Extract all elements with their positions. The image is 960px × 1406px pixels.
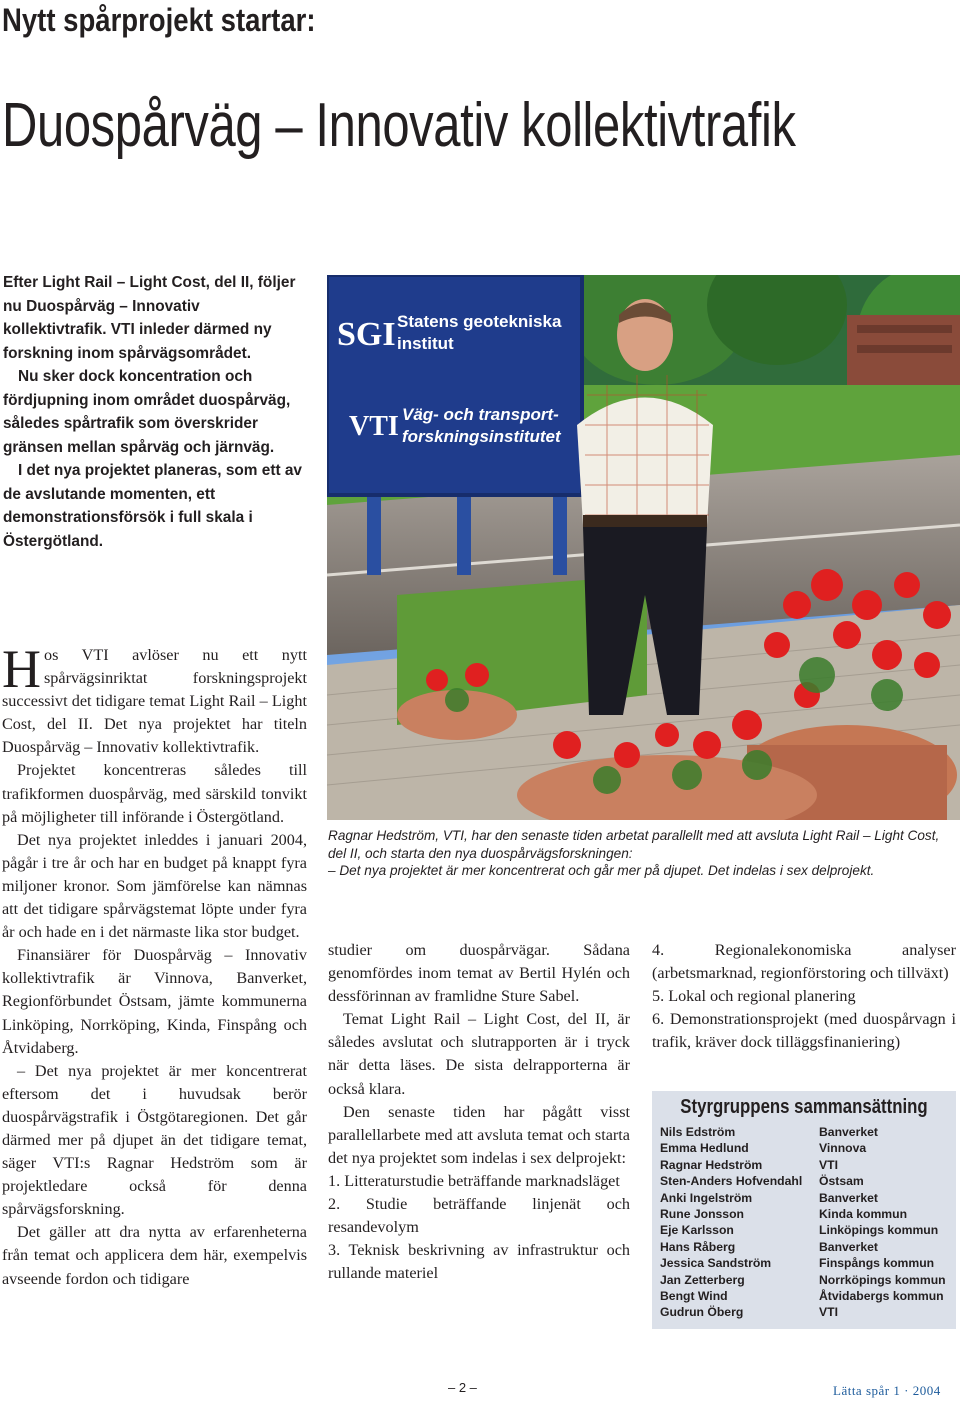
sign-text-4: forskningsinstitutet: [402, 427, 561, 446]
table-row: [660, 1239, 946, 1255]
table-row: [660, 1206, 946, 1222]
sign-vti-text: VTI: [349, 411, 399, 442]
member-organization: Norrköpings kommun: [819, 1272, 946, 1287]
body-paragraph: Det gäller att dra nytta av erfarenheterna från temat och applicera dem här, exempelvis avseende fordon och tidigare: [2, 1223, 307, 1288]
lead-p2: Nu sker dock koncentration och fördjupning inom området duospårväg, således spårtrafik som överskrider gränsen mellan spårväg och järnväg.: [3, 368, 291, 456]
list-item: 1. Litteraturstudie beträffande marknadsläget: [328, 1171, 620, 1190]
caption-line-2: – Det nya projektet är mer koncentrerat och går mer på djupet. Det indelas i sex delprojekt.: [328, 863, 875, 878]
page-number: – 2 –: [448, 1380, 477, 1395]
sign-text-1: Statens geotekniska: [397, 312, 562, 331]
list-item: 2. Studie beträffande linjenät och resandevolym: [328, 1195, 630, 1237]
member-organization: Banverket: [819, 1239, 878, 1254]
body-paragraph: Finansiärer för Duospårväg – Innovativ kollektivtrafik är Vinnova, Banverket, Regionförbundet Östsam, jämte kommunerna Linköping, Norrköping, Kinda, Finspång och Åtvidaberg.: [2, 946, 307, 1057]
table-row: [660, 1222, 946, 1238]
body-paragraph: studier om duospårvägar. Sådana genomfördes inom temat av Bertil Hylén och dessförinnan av framlidne Sture Sabel.: [328, 941, 630, 1006]
table-row: [660, 1140, 946, 1156]
lead-p3: I det nya projektet planeras, som ett av de avslutande momenten, ett demonstrationsförsök i full skala i Östergötland.: [3, 462, 302, 550]
member-organization: VTI: [819, 1305, 838, 1320]
body-paragraph: Den senaste tiden har pågått visst parallellarbete med att avsluta temat och starta det nya projektet som indelas i sex delprojekt:: [328, 1102, 630, 1167]
list-item: 4. Regionalekonomiska analyser (arbetsmarknad, regionförstoring och tillväxt): [652, 941, 956, 983]
photo-illustration: [327, 275, 960, 820]
list-item: 6. Demonstrationsprojekt (med duospårvagn i trafik, kräver dock tilläggsfinaniering): [652, 1010, 956, 1052]
list-item: 3. Teknisk beskrivning av infrastruktur och rullande materiel: [328, 1241, 630, 1283]
member-organization: Åtvidabergs kommun: [819, 1289, 944, 1304]
table-row: [660, 1157, 946, 1173]
member-name: Anki Ingelström: [660, 1190, 753, 1205]
steering-group-title: Styrgruppens sammansättning: [680, 1096, 928, 1118]
sign-text-2: institut: [397, 334, 454, 353]
member-organization: Östsam: [819, 1174, 864, 1189]
body-paragraph: [2, 639, 307, 759]
member-organization: Banverket: [819, 1190, 878, 1205]
sign-sgi-text: SGI: [337, 316, 396, 353]
member-name: Hans Råberg: [660, 1239, 736, 1254]
photo-caption: [328, 827, 958, 880]
member-name: Eje Karlsson: [660, 1223, 734, 1238]
body-paragraph: – Det nya projektet är mer koncentrerat eftersom det i huvudsak berör duospårvägstrafik i Östgötaregionen. Det går därmed mer på djupet än det tidigare temat, säger VTI:s Ragnar Hedström som är projektledare också för denna spårvägsforskning.: [2, 1061, 307, 1219]
list-item: 5. Lokal och regional planering: [652, 987, 856, 1006]
body-column-3: [652, 939, 956, 1054]
publication-footer: Lätta spår 1 · 2004: [833, 1383, 941, 1398]
table-row: [660, 1124, 946, 1140]
article-photo: [327, 275, 960, 820]
member-name: Rune Jonsson: [660, 1207, 744, 1222]
drop-cap: H: [2, 639, 41, 699]
member-name: Emma Hedlund: [660, 1141, 749, 1156]
table-row: [660, 1272, 946, 1288]
member-organization: Linköpings kommun: [819, 1223, 939, 1238]
lead-paragraph: [3, 271, 307, 553]
body-paragraph: Det nya projektet inleddes i januari 2004, pågår i tre år och har en budget på knappt fyra miljoner kronor. Som jämförelse kan nämnas att det tidigare spårvägstemat löpte under fyra år och hade en i det närmaste lika stor budget.: [2, 830, 307, 942]
member-organization: Banverket: [819, 1125, 878, 1139]
sign-text-3: Väg- och transport-: [402, 405, 559, 424]
member-name: Nils Edström: [660, 1125, 736, 1139]
member-name: Sten-Anders Hofvendahl: [660, 1174, 803, 1189]
member-organization: Kinda kommun: [819, 1207, 908, 1222]
body-column-1: [2, 639, 307, 1291]
table-row: [660, 1173, 946, 1189]
body-column-2: [328, 939, 630, 1285]
member-organization: Finspångs kommun: [819, 1256, 935, 1271]
body-paragraph: Temat Light Rail – Light Cost, del II, är således avslutat och slutrapporten är i tryck när detta läses. De sista delrapporterna är också klara.: [328, 1010, 630, 1098]
member-name: Ragnar Hedström: [660, 1157, 763, 1172]
member-name: Jan Zetterberg: [660, 1272, 745, 1287]
page-title: Duospårväg – Innovativ kollektivtrafik: [2, 91, 796, 160]
member-name: Bengt Wind: [660, 1289, 728, 1304]
steering-group-box: [652, 1091, 956, 1329]
table-row: [660, 1304, 946, 1320]
member-name: Gudrun Öberg: [660, 1305, 744, 1320]
table-row: [660, 1288, 946, 1304]
kicker: Nytt spårprojekt startar:: [2, 2, 316, 38]
body-paragraph: Projektet koncentreras således till trafikformen duospårväg, med särskild tonvikt på möjligheter till införande i Östergötland.: [2, 761, 307, 826]
body-text: os VTI avlöser nu ett nytt spårvägsinriktat forskningsprojekt successivt det tidigare temat Light Rail – Light Cost, del II. Det nya projektet har titeln Duospårväg – Innovativ kollektivtrafik.: [2, 646, 307, 757]
member-organization: Vinnova: [819, 1141, 867, 1156]
member-name: Jessica Sandström: [660, 1256, 772, 1271]
table-row: [660, 1190, 946, 1206]
table-row: [660, 1255, 946, 1271]
member-organization: VTI: [819, 1157, 838, 1172]
caption-line-1: Ragnar Hedström, VTI, har den senaste tiden arbetat parallellt med att avsluta Light Rail – Light Cost, del II, och starta den nya duospårvägsforskningen:: [328, 828, 940, 861]
steering-group-table: [660, 1124, 946, 1321]
lead-p1: Efter Light Rail – Light Cost, del II, följer nu Duospårväg – Innovativ kollektivtrafik. VTI inleder därmed ny forskning inom spårvägsområdet.: [3, 274, 296, 362]
